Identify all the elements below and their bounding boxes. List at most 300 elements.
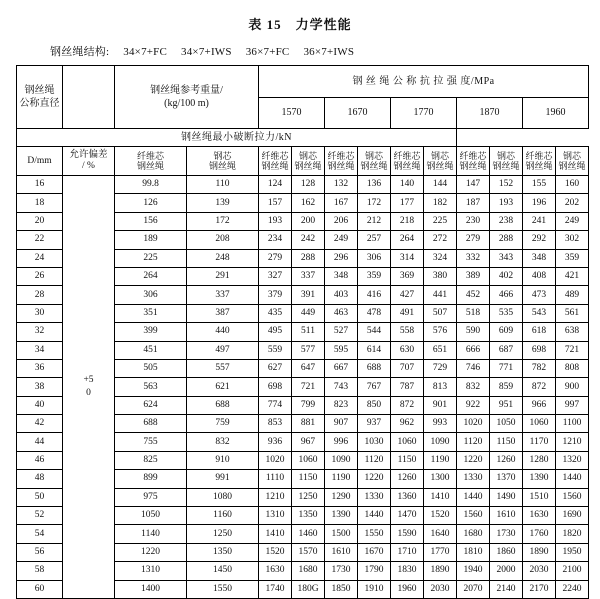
- cell-breaking-force: 687: [490, 341, 523, 359]
- header-tolerance-spacer: [63, 66, 115, 129]
- cell-breaking-force: 359: [358, 267, 391, 285]
- mechanical-properties-table: [16, 65, 589, 599]
- cell-breaking-force: 1680: [292, 562, 325, 580]
- cell-breaking-force: 466: [490, 286, 523, 304]
- cell-breaking-force: 332: [457, 249, 490, 267]
- cell-diameter: 40: [17, 396, 63, 414]
- cell-breaking-force: 435: [259, 304, 292, 322]
- header-d-unit: D/mm: [17, 147, 63, 176]
- cell-breaking-force: 630: [391, 341, 424, 359]
- cell-diameter: 36: [17, 359, 63, 377]
- cell-breaking-force: 1960: [391, 580, 424, 598]
- cell-weight-fiber-core: 99.8: [115, 176, 187, 194]
- cell-breaking-force: 2030: [424, 580, 457, 598]
- cell-breaking-force: 1410: [259, 525, 292, 543]
- cell-breaking-force: 1690: [556, 507, 589, 525]
- cell-breaking-force: 379: [259, 286, 292, 304]
- cell-weight-fiber-core: 126: [115, 194, 187, 212]
- cell-breaking-force: 1740: [259, 580, 292, 598]
- cell-breaking-force: 1680: [457, 525, 490, 543]
- cell-breaking-force: 2240: [556, 580, 589, 598]
- cell-breaking-force: 901: [424, 396, 457, 414]
- cell-breaking-force: 1440: [556, 470, 589, 488]
- cell-breaking-force: 698: [523, 341, 556, 359]
- cell-breaking-force: 1710: [391, 543, 424, 561]
- cell-breaking-force: 1310: [259, 507, 292, 525]
- cell-breaking-force: 402: [490, 267, 523, 285]
- header-strength-1570: 1570: [259, 97, 325, 129]
- cell-breaking-force: 1950: [556, 543, 589, 561]
- cell-breaking-force: 2030: [523, 562, 556, 580]
- cell-breaking-force: 314: [391, 249, 424, 267]
- cell-breaking-force: 577: [292, 341, 325, 359]
- cell-breaking-force: 511: [292, 323, 325, 341]
- cell-breaking-force: 257: [358, 231, 391, 249]
- cell-breaking-force: 389: [457, 267, 490, 285]
- cell-weight-steel-core: 248: [187, 249, 259, 267]
- cell-breaking-force: 1110: [259, 470, 292, 488]
- cell-breaking-force: 473: [523, 286, 556, 304]
- structure-label: 钢丝绳结构:: [50, 46, 110, 58]
- cell-breaking-force: 1610: [490, 507, 523, 525]
- cell-weight-fiber-core: 505: [115, 359, 187, 377]
- header-1770-steel-core: 钢芯 钢丝绳: [424, 147, 457, 176]
- cell-diameter: 50: [17, 488, 63, 506]
- cell-breaking-force: 771: [490, 359, 523, 377]
- cell-weight-steel-core: 1080: [187, 488, 259, 506]
- cell-weight-fiber-core: 451: [115, 341, 187, 359]
- cell-weight-fiber-core: 1140: [115, 525, 187, 543]
- cell-diameter: 52: [17, 507, 63, 525]
- cell-breaking-force: 1890: [523, 543, 556, 561]
- cell-weight-steel-core: 1450: [187, 562, 259, 580]
- cell-breaking-force: 561: [556, 304, 589, 322]
- cell-breaking-force: 152: [490, 176, 523, 194]
- header-1670-fiber-core: 纤维芯 钢丝绳: [325, 147, 358, 176]
- cell-breaking-force: 1560: [457, 507, 490, 525]
- cell-breaking-force: 1090: [325, 451, 358, 469]
- cell-weight-fiber-core: 755: [115, 433, 187, 451]
- header-1570-fiber-core: 纤维芯 钢丝绳: [259, 147, 292, 176]
- header-strength-1670: 1670: [325, 97, 391, 129]
- cell-breaking-force: 1060: [391, 433, 424, 451]
- header-1770-fiber-core: 纤维芯 钢丝绳: [391, 147, 424, 176]
- cell-breaking-force: 491: [391, 304, 424, 322]
- cell-breaking-force: 1940: [457, 562, 490, 580]
- cell-diameter: 60: [17, 580, 63, 598]
- cell-breaking-force: 193: [259, 212, 292, 230]
- cell-breaking-force: 225: [424, 212, 457, 230]
- cell-breaking-force: 1100: [556, 415, 589, 433]
- cell-diameter: 32: [17, 323, 63, 341]
- cell-breaking-force: 144: [424, 176, 457, 194]
- cell-breaking-force: 1210: [556, 433, 589, 451]
- cell-breaking-force: 576: [424, 323, 457, 341]
- cell-breaking-force: 1890: [424, 562, 457, 580]
- cell-breaking-force: 881: [292, 415, 325, 433]
- cell-weight-fiber-core: 1220: [115, 543, 187, 561]
- cell-weight-fiber-core: 399: [115, 323, 187, 341]
- cell-breaking-force: 993: [424, 415, 457, 433]
- cell-breaking-force: 1470: [391, 507, 424, 525]
- cell-breaking-force: 449: [292, 304, 325, 322]
- cell-breaking-force: 1510: [523, 488, 556, 506]
- header-1870-steel-core: 钢芯 钢丝绳: [490, 147, 523, 176]
- cell-weight-fiber-core: 563: [115, 378, 187, 396]
- cell-breaking-force: 155: [523, 176, 556, 194]
- cell-weight-fiber-core: 1400: [115, 580, 187, 598]
- cell-breaking-force: 1590: [391, 525, 424, 543]
- cell-diameter: 42: [17, 415, 63, 433]
- cell-breaking-force: 408: [523, 267, 556, 285]
- cell-breaking-force: 1490: [490, 488, 523, 506]
- cell-breaking-force: 306: [358, 249, 391, 267]
- cell-breaking-force: 782: [523, 359, 556, 377]
- cell-weight-steel-core: 172: [187, 212, 259, 230]
- cell-breaking-force: 721: [292, 378, 325, 396]
- cell-breaking-force: 212: [358, 212, 391, 230]
- cell-breaking-force: 196: [523, 194, 556, 212]
- cell-breaking-force: 242: [292, 231, 325, 249]
- cell-breaking-force: 1520: [424, 507, 457, 525]
- cell-breaking-force: 544: [358, 323, 391, 341]
- cell-diameter: 28: [17, 286, 63, 304]
- cell-breaking-force: 157: [259, 194, 292, 212]
- cell-breaking-force: 1570: [292, 543, 325, 561]
- cell-diameter: 44: [17, 433, 63, 451]
- cell-breaking-force: 937: [358, 415, 391, 433]
- cell-breaking-force: 746: [457, 359, 490, 377]
- cell-breaking-force: 1190: [424, 451, 457, 469]
- cell-breaking-force: 1300: [424, 470, 457, 488]
- cell-breaking-force: 1120: [457, 433, 490, 451]
- cell-breaking-force: 1150: [292, 470, 325, 488]
- cell-breaking-force: 128: [292, 176, 325, 194]
- cell-breaking-force: 729: [424, 359, 457, 377]
- header-nominal-strength: 钢 丝 绳 公 称 抗 拉 强 度/MPa: [259, 66, 589, 98]
- header-diameter: 钢丝绳 公称直径: [17, 66, 63, 129]
- cell-breaking-force: 2000: [490, 562, 523, 580]
- cell-breaking-force: 288: [292, 249, 325, 267]
- header-weight: 钢丝绳参考重量/ (kg/100 m): [115, 66, 259, 129]
- cell-breaking-force: 327: [259, 267, 292, 285]
- cell-breaking-force: 595: [325, 341, 358, 359]
- table-row: [17, 176, 589, 194]
- cell-breaking-force: 1560: [556, 488, 589, 506]
- cell-breaking-force: 177: [391, 194, 424, 212]
- cell-breaking-force: 1390: [523, 470, 556, 488]
- header-1960-steel-core: 钢芯 钢丝绳: [556, 147, 589, 176]
- cell-breaking-force: 1370: [490, 470, 523, 488]
- cell-breaking-force: 1210: [259, 488, 292, 506]
- cell-breaking-force: 218: [391, 212, 424, 230]
- cell-weight-fiber-core: 1050: [115, 507, 187, 525]
- cell-breaking-force: 416: [358, 286, 391, 304]
- cell-breaking-force: 527: [325, 323, 358, 341]
- cell-breaking-force: 618: [523, 323, 556, 341]
- cell-breaking-force: 348: [523, 249, 556, 267]
- cell-weight-steel-core: 387: [187, 304, 259, 322]
- rope-structure-line: [50, 43, 584, 59]
- cell-diameter: 54: [17, 525, 63, 543]
- header-weight-fiber-core: 纤维芯 钢丝绳: [115, 147, 187, 176]
- cell-breaking-force: 666: [457, 341, 490, 359]
- cell-breaking-force: 774: [259, 396, 292, 414]
- cell-breaking-force: 343: [490, 249, 523, 267]
- cell-breaking-force: 721: [556, 341, 589, 359]
- cell-weight-fiber-core: 899: [115, 470, 187, 488]
- header-strength-1870: 1870: [457, 97, 523, 129]
- cell-breaking-force: 182: [424, 194, 457, 212]
- cell-breaking-force: 823: [325, 396, 358, 414]
- cell-breaking-force: 2100: [556, 562, 589, 580]
- cell-breaking-force: 1910: [358, 580, 391, 598]
- cell-breaking-force: 1730: [490, 525, 523, 543]
- cell-breaking-force: 1120: [358, 451, 391, 469]
- cell-breaking-force: 234: [259, 231, 292, 249]
- cell-weight-fiber-core: 306: [115, 286, 187, 304]
- cell-weight-fiber-core: 156: [115, 212, 187, 230]
- cell-breaking-force: 853: [259, 415, 292, 433]
- cell-breaking-force: 962: [391, 415, 424, 433]
- cell-breaking-force: 1020: [457, 415, 490, 433]
- cell-weight-steel-core: 497: [187, 341, 259, 359]
- cell-breaking-force: 172: [358, 194, 391, 212]
- cell-breaking-force: 1090: [424, 433, 457, 451]
- cell-breaking-force: 1760: [523, 525, 556, 543]
- cell-breaking-force: 767: [358, 378, 391, 396]
- cell-weight-fiber-core: 189: [115, 231, 187, 249]
- cell-breaking-force: 180G: [292, 580, 325, 598]
- cell-breaking-force: 193: [490, 194, 523, 212]
- cell-weight-fiber-core: 688: [115, 415, 187, 433]
- cell-breaking-force: 302: [556, 231, 589, 249]
- cell-weight-steel-core: 991: [187, 470, 259, 488]
- cell-breaking-force: 160: [556, 176, 589, 194]
- cell-breaking-force: 359: [556, 249, 589, 267]
- cell-breaking-force: 1220: [457, 451, 490, 469]
- cell-breaking-force: 348: [325, 267, 358, 285]
- cell-breaking-force: 1150: [391, 451, 424, 469]
- cell-breaking-force: 1630: [523, 507, 556, 525]
- cell-weight-steel-core: 1550: [187, 580, 259, 598]
- cell-diameter: 34: [17, 341, 63, 359]
- cell-breaking-force: 124: [259, 176, 292, 194]
- cell-breaking-force: 787: [391, 378, 424, 396]
- cell-breaking-force: 296: [325, 249, 358, 267]
- cell-diameter: 24: [17, 249, 63, 267]
- cell-breaking-force: 279: [259, 249, 292, 267]
- cell-breaking-force: 1050: [490, 415, 523, 433]
- header-weight-steel-core: 钢芯 钢丝绳: [187, 147, 259, 176]
- cell-breaking-force: 614: [358, 341, 391, 359]
- cell-breaking-force: 996: [325, 433, 358, 451]
- cell-breaking-force: 452: [457, 286, 490, 304]
- cell-weight-steel-core: 139: [187, 194, 259, 212]
- cell-breaking-force: 288: [490, 231, 523, 249]
- table-body: [17, 176, 589, 599]
- cell-breaking-force: 1220: [358, 470, 391, 488]
- cell-breaking-force: 1810: [457, 543, 490, 561]
- cell-breaking-force: 1410: [424, 488, 457, 506]
- cell-weight-steel-core: 557: [187, 359, 259, 377]
- cell-breaking-force: 132: [325, 176, 358, 194]
- cell-breaking-force: 535: [490, 304, 523, 322]
- cell-weight-steel-core: 1160: [187, 507, 259, 525]
- header-strength-1770: 1770: [391, 97, 457, 129]
- cell-weight-fiber-core: 264: [115, 267, 187, 285]
- cell-breaking-force: 1770: [424, 543, 457, 561]
- structure-item-1: 34×7+IWS: [181, 46, 232, 58]
- cell-breaking-force: 200: [292, 212, 325, 230]
- cell-breaking-force: 518: [457, 304, 490, 322]
- cell-diameter: 20: [17, 212, 63, 230]
- cell-breaking-force: 907: [325, 415, 358, 433]
- cell-breaking-force: 279: [457, 231, 490, 249]
- table-title-text: 力学性能: [295, 17, 352, 32]
- cell-breaking-force: 1440: [358, 507, 391, 525]
- cell-weight-fiber-core: 975: [115, 488, 187, 506]
- cell-breaking-force: 627: [259, 359, 292, 377]
- cell-breaking-force: 1630: [259, 562, 292, 580]
- cell-diameter: 18: [17, 194, 63, 212]
- cell-breaking-force: 900: [556, 378, 589, 396]
- cell-breaking-force: 2170: [523, 580, 556, 598]
- cell-weight-steel-core: 910: [187, 451, 259, 469]
- cell-breaking-force: 1260: [391, 470, 424, 488]
- cell-breaking-force: 638: [556, 323, 589, 341]
- cell-breaking-force: 1550: [358, 525, 391, 543]
- cell-breaking-force: 202: [556, 194, 589, 212]
- cell-breaking-force: 167: [325, 194, 358, 212]
- cell-weight-steel-core: 621: [187, 378, 259, 396]
- cell-breaking-force: 1190: [325, 470, 358, 488]
- cell-breaking-force: 936: [259, 433, 292, 451]
- cell-breaking-force: 850: [358, 396, 391, 414]
- cell-breaking-force: 1850: [325, 580, 358, 598]
- cell-breaking-force: 1330: [358, 488, 391, 506]
- cell-breaking-force: 292: [523, 231, 556, 249]
- cell-breaking-force: 1320: [556, 451, 589, 469]
- table-number: 表 15: [248, 17, 282, 32]
- header-strength-1960: 1960: [523, 97, 589, 129]
- cell-breaking-force: 337: [292, 267, 325, 285]
- cell-breaking-force: 1020: [259, 451, 292, 469]
- cell-breaking-force: 1150: [490, 433, 523, 451]
- structure-item-0: 34×7+FC: [123, 46, 168, 58]
- cell-breaking-force: 609: [490, 323, 523, 341]
- page-title: [16, 14, 584, 33]
- cell-weight-steel-core: 832: [187, 433, 259, 451]
- cell-weight-fiber-core: 225: [115, 249, 187, 267]
- cell-breaking-force: 951: [490, 396, 523, 414]
- cell-breaking-force: 1260: [490, 451, 523, 469]
- cell-weight-steel-core: 110: [187, 176, 259, 194]
- header-1570-steel-core: 钢芯 钢丝绳: [292, 147, 325, 176]
- cell-breaking-force: 272: [424, 231, 457, 249]
- cell-breaking-force: 495: [259, 323, 292, 341]
- cell-weight-steel-core: 337: [187, 286, 259, 304]
- cell-breaking-force: 647: [292, 359, 325, 377]
- cell-weight-fiber-core: 1310: [115, 562, 187, 580]
- cell-breaking-force: 872: [391, 396, 424, 414]
- structure-item-3: 36×7+IWS: [303, 46, 355, 58]
- cell-breaking-force: 1330: [457, 470, 490, 488]
- cell-breaking-force: 238: [490, 212, 523, 230]
- cell-breaking-force: 967: [292, 433, 325, 451]
- cell-breaking-force: 249: [325, 231, 358, 249]
- cell-diameter: 16: [17, 176, 63, 194]
- cell-breaking-force: 872: [523, 378, 556, 396]
- cell-breaking-force: 799: [292, 396, 325, 414]
- cell-breaking-force: 1670: [358, 543, 391, 561]
- cell-breaking-force: 698: [259, 378, 292, 396]
- cell-breaking-force: 162: [292, 194, 325, 212]
- cell-diameter: 38: [17, 378, 63, 396]
- cell-breaking-force: 2140: [490, 580, 523, 598]
- cell-breaking-force: 1360: [391, 488, 424, 506]
- cell-breaking-force: 391: [292, 286, 325, 304]
- cell-breaking-force: 1390: [325, 507, 358, 525]
- cell-breaking-force: 707: [391, 359, 424, 377]
- cell-breaking-force: 1520: [259, 543, 292, 561]
- cell-breaking-force: 2070: [457, 580, 490, 598]
- header-tolerance: 允许偏差 / %: [63, 147, 115, 176]
- cell-weight-fiber-core: 624: [115, 396, 187, 414]
- cell-breaking-force: 489: [556, 286, 589, 304]
- cell-diameter: 22: [17, 231, 63, 249]
- cell-breaking-force: 1860: [490, 543, 523, 561]
- cell-breaking-force: 667: [325, 359, 358, 377]
- cell-breaking-force: 1280: [523, 451, 556, 469]
- cell-breaking-force: 1060: [292, 451, 325, 469]
- tolerance-plus: +5: [83, 375, 94, 386]
- cell-breaking-force: 441: [424, 286, 457, 304]
- cell-breaking-force: 1830: [391, 562, 424, 580]
- cell-breaking-force: 427: [391, 286, 424, 304]
- header-min-breaking-force: 钢丝绳最小破断拉力/kN: [17, 129, 457, 147]
- cell-diameter: 26: [17, 267, 63, 285]
- tolerance-zero: 0: [86, 387, 91, 398]
- cell-breaking-force: 688: [358, 359, 391, 377]
- cell-weight-steel-core: 1250: [187, 525, 259, 543]
- cell-breaking-force: 1030: [358, 433, 391, 451]
- cell-breaking-force: 230: [457, 212, 490, 230]
- cell-breaking-force: 813: [424, 378, 457, 396]
- cell-diameter: 30: [17, 304, 63, 322]
- cell-breaking-force: 206: [325, 212, 358, 230]
- cell-breaking-force: 147: [457, 176, 490, 194]
- structure-item-2: 36×7+FC: [245, 46, 290, 58]
- cell-breaking-force: 241: [523, 212, 556, 230]
- cell-weight-fiber-core: 825: [115, 451, 187, 469]
- cell-breaking-force: 922: [457, 396, 490, 414]
- cell-breaking-force: 966: [523, 396, 556, 414]
- cell-breaking-force: 1730: [325, 562, 358, 580]
- cell-breaking-force: 1170: [523, 433, 556, 451]
- cell-weight-steel-core: 440: [187, 323, 259, 341]
- cell-weight-steel-core: 688: [187, 396, 259, 414]
- cell-breaking-force: 478: [358, 304, 391, 322]
- cell-breaking-force: 1460: [292, 525, 325, 543]
- cell-breaking-force: 808: [556, 359, 589, 377]
- header-1670-steel-core: 钢芯 钢丝绳: [358, 147, 391, 176]
- cell-breaking-force: 1500: [325, 525, 358, 543]
- cell-breaking-force: 403: [325, 286, 358, 304]
- cell-diameter: 46: [17, 451, 63, 469]
- cell-breaking-force: 1250: [292, 488, 325, 506]
- cell-breaking-force: 558: [391, 323, 424, 341]
